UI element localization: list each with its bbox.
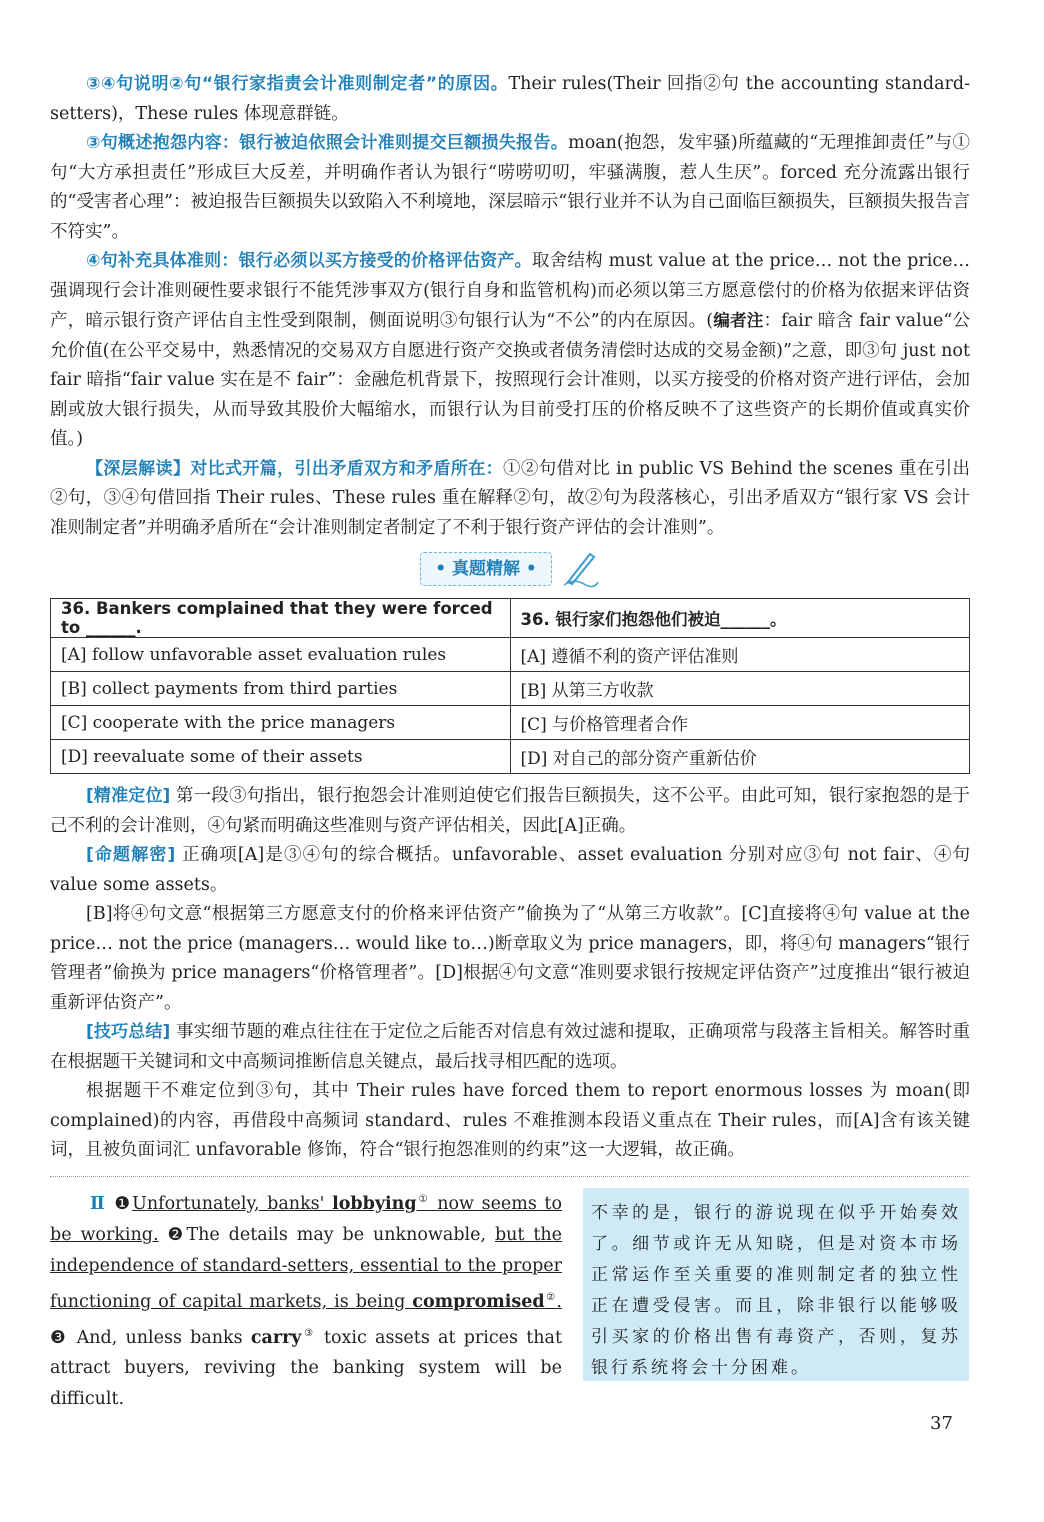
para-3-text-a: 取舍结构 must value at the price… not the price… 强调现行会计准则硬性要求银行不能凭涉事双方(银行自身和监管机构)而必须以第三方愿意偿付的价格为依据来评估资产，暗示银行资产评估自主性受到限制，侧面说明③句银行认为“不公”的内在原因。( bbox=[50, 251, 970, 331]
option-d-zh: [D] 对自己的部分资产重新估价 bbox=[510, 740, 970, 774]
word-compromised: compromised bbox=[412, 1291, 545, 1312]
page-number: 37 bbox=[930, 1413, 953, 1434]
word-carry: carry bbox=[250, 1327, 302, 1348]
skill-para bbox=[50, 1018, 970, 1077]
para-3-heading: ④句补充具体准则：银行必须以买方接受的价格评估资产。 bbox=[86, 251, 532, 271]
paragraph-mark: Ⅱ bbox=[90, 1193, 107, 1214]
sentence-1-num: ❶ bbox=[114, 1193, 133, 1214]
option-a-en: [A] follow unfavorable asset evaluation rules bbox=[51, 638, 511, 672]
option-c-en: [C] cooperate with the price managers bbox=[51, 706, 511, 740]
option-row bbox=[51, 672, 970, 706]
decoding-tag: [命题解密] bbox=[86, 845, 176, 865]
sentence-2-a: The details may be unknowable, bbox=[186, 1224, 495, 1245]
skill-text: 事实细节题的难点往往在于定位之后能否对信息有效过滤和提取，正确项常与段落主旨相关。解答时重在根据题干关键词和文中高频词推断信息关键点，最后找寻相匹配的选项。 bbox=[50, 1022, 970, 1072]
question-stem-row bbox=[51, 599, 970, 638]
question-stem-zh: 36. 银行家们抱怨他们被迫______。 bbox=[510, 599, 970, 638]
note-3: ③ bbox=[301, 1327, 316, 1339]
para-4-text: ①②句借对比 in public VS Behind the scenes 重在引出②句，③④句借回指 Their rules、These rules 重在解释②句，故②句为段落核心，引出矛盾双方“银行家 VS 会计准则制定者”并明确矛盾所在“会计准则制定者制定了不利于银行资产评估的会计准则”。 bbox=[50, 458, 970, 538]
para-4-heading: 【深层解读】对比式开篇，引出矛盾双方和矛盾所在： bbox=[86, 458, 503, 479]
word-lobbying: lobbying bbox=[332, 1193, 417, 1214]
para-2-heading: ③句概述抱怨内容：银行被迫依照会计准则提交巨额损失报告。 bbox=[86, 133, 569, 153]
question-stem-en: 36. Bankers complained that they were forced to ______. bbox=[51, 599, 511, 638]
para-2-text: moan(抱怨，发牢骚)所蕴藏的“无理推卸责任”与①句“大方承担责任”形成巨大反差，并明确作者认为银行“唠唠叨叨，牢骚满腹，惹人生厌”。forced 充分流露出银行的“受害者心理”：被迫报告巨额损失以致陷入不利境地，深层暗示“银行业并不认为自己面临巨额损失，巨额损失报告言不符实”。 bbox=[50, 133, 970, 242]
option-b-zh: [B] 从第三方收款 bbox=[510, 672, 970, 706]
decoding-text: 正确项[A]是③④句的综合概括。unfavorable、asset evaluation 分别对应③句 not fair、④句 value some assets。 bbox=[50, 845, 971, 895]
translation-box: 不幸的是，银行的游说现在似乎开始奏效了。细节或许无从知晓，但是对资本市场正常运作至关重要的准则制定者的独立性正在遭受侵害。而且，除非银行以能够吸引买家的价格出售有毒资产，否则，复苏银行系统将会十分困难。 bbox=[583, 1188, 969, 1381]
para-1 bbox=[50, 70, 970, 129]
option-b-en: [B] collect payments from third parties bbox=[51, 672, 511, 706]
pen-icon bbox=[560, 548, 600, 588]
positioning-tag: [精准定位] bbox=[86, 786, 171, 806]
sentence-2-end: . bbox=[556, 1291, 562, 1312]
option-a-zh: [A] 遵循不利的资产评估准则 bbox=[510, 638, 970, 672]
skill-tag: [技巧总结] bbox=[86, 1022, 171, 1042]
para-1-heading: ③④句说明②句“银行家指责会计准则制定者”的原因。 bbox=[86, 74, 509, 94]
final-para: 根据题干不难定位到③句，其中 Their rules have forced them to report enormous losses 为 moan(即 complained)的内容，再借段中高频词 standard、rules 不难推测本段语义重点在 Their rules，而[A]含有该关键词，且被负面词汇 unfavorable 修饰，符合“银行抱怨准则的约束”这一大逻辑，故正确。 bbox=[50, 1081, 970, 1160]
sentence-2-num: ❷ bbox=[167, 1224, 187, 1245]
sentence-3-a: And, unless banks bbox=[68, 1327, 251, 1348]
para-3 bbox=[50, 247, 970, 455]
sentence-3-b: toxic assets at prices that attract buyers, reviving the banking system will be difficult. bbox=[50, 1327, 563, 1410]
option-row bbox=[51, 740, 970, 774]
english-passage bbox=[50, 1184, 562, 1415]
para-1-text: Their rules(Their 回指②句 the accounting standard-setters)，These rules 体现意群链。 bbox=[50, 74, 970, 124]
wrong-options-para: [B]将④句文意“根据第三方愿意支付的价格来评估资产”偷换为了“从第三方收款”。[C]直接将④句 value at the price… not the price (managers… would like to…)断章取义为 price managers，即，将④句 managers“银行管理者”偷换为 price managers“价格管理者”。[D]根据④句文意“准则要求银行按规定评估资产”过度推出“银行被迫重新评估资产”。 bbox=[50, 904, 970, 1013]
sentence-2-u: but the independence of standard-setters, essential to the proper functioning of capital markets, is being bbox=[50, 1224, 562, 1312]
para-3-text-b: ：fair 暗含 fair value“公允价值(在公平交易中，熟悉情况的交易双方自愿进行资产交换或者债务清偿时达成的交易金额)”之意，即③句 just not fair 暗指“fair value 实在是不 fair”：金融危机背景下，按照现行会计准则，以买方接受的价格对资产进行评估，会加剧或放大银行损失，从而导致其股价大幅缩水，而银行认为目前受打压的价格反映不了这些资产的长期价值或真实价值。) bbox=[50, 311, 971, 449]
option-row bbox=[51, 706, 970, 740]
analysis-top bbox=[50, 70, 970, 543]
option-d-en: [D] reevaluate some of their assets bbox=[51, 740, 511, 774]
note-2: ② bbox=[544, 1291, 557, 1303]
positioning-text: 第一段③句指出，银行抱怨会计准则迫使它们报告巨额损失，这不公平。由此可知，银行家抱怨的是于己不利的会计准则，④句紧而明确这些准则与资产评估相关，因此[A]正确。 bbox=[50, 786, 970, 836]
divider bbox=[50, 1176, 970, 1177]
answer-analysis bbox=[50, 782, 970, 1166]
note-1: ① bbox=[416, 1194, 430, 1205]
para-2 bbox=[50, 129, 970, 247]
para-4 bbox=[50, 455, 970, 544]
positioning-para bbox=[50, 782, 970, 841]
option-c-zh: [C] 与价格管理者合作 bbox=[510, 706, 970, 740]
editor-note-label: 编者注 bbox=[713, 311, 764, 330]
sentence-3-num: ❸ bbox=[50, 1327, 69, 1348]
section-banner: • 真题精解 • bbox=[420, 552, 552, 586]
decoding-para bbox=[50, 841, 970, 900]
sentence-1-a: Unfortunately, banks' bbox=[132, 1193, 333, 1214]
option-row bbox=[51, 638, 970, 672]
sentence-1-b: now seems to be working. bbox=[50, 1193, 562, 1245]
question-table bbox=[50, 598, 970, 774]
